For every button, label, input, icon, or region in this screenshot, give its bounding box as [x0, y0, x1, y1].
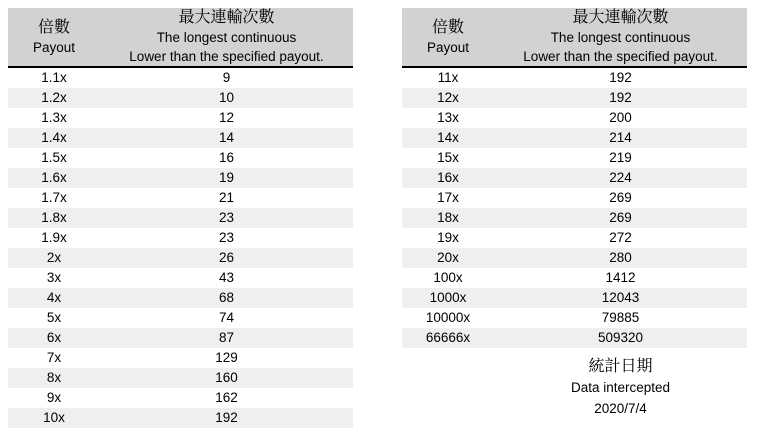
table-row [402, 88, 747, 108]
table-row [402, 208, 747, 228]
value-cell: 23 [218, 230, 235, 245]
table-row [8, 388, 353, 408]
value-cell: 162 [215, 390, 238, 405]
statistics-date-value: 2020/7/4 [594, 401, 647, 416]
table-row [8, 228, 353, 248]
value-cell: 192 [609, 70, 632, 85]
value-cell: 192 [609, 90, 632, 105]
value-cell: 214 [609, 130, 632, 145]
table-row [8, 348, 353, 368]
value-cell: 269 [609, 210, 632, 225]
payout-cell: 100x [433, 270, 463, 285]
payout-cell: 10x [43, 410, 65, 425]
value-cell: 26 [218, 250, 235, 265]
table-row [8, 248, 353, 268]
value-cell: 129 [215, 350, 238, 365]
table-row [402, 268, 747, 288]
payout-cell: 14x [437, 130, 459, 145]
table-row [402, 108, 747, 128]
payout-cell: 1.6x [41, 170, 67, 185]
payout-table-left [8, 8, 353, 428]
table-row [8, 368, 353, 388]
payout-cell: 18x [437, 210, 459, 225]
value-cell: 43 [218, 270, 235, 285]
payout-cell: 16x [437, 170, 459, 185]
payout-cell: 1000x [429, 290, 467, 305]
value-cell: 219 [609, 150, 632, 165]
table-row [8, 168, 353, 188]
table-header [8, 8, 353, 68]
value-cell: 192 [215, 410, 238, 425]
table-row [402, 148, 747, 168]
payout-cell: 20x [437, 250, 459, 265]
table-row [8, 108, 353, 128]
table-row [402, 288, 747, 308]
statistics-date-label-en: Data intercepted [570, 380, 671, 395]
table-row [8, 88, 353, 108]
payout-header-en: Payout [32, 39, 76, 55]
value-header-zh: 最大連輸次數 [178, 9, 275, 26]
payout-table-right [402, 8, 747, 348]
value-header-en-line1: The longest continuous [550, 30, 691, 45]
payout-cell: 1.1x [41, 70, 67, 85]
value-cell: 23 [218, 210, 235, 225]
payout-cell: 13x [437, 110, 459, 125]
table-row [402, 68, 747, 88]
table-row [402, 188, 747, 208]
payout-cell: 1.7x [41, 190, 67, 205]
table-row [8, 188, 353, 208]
payout-cell: 19x [437, 230, 459, 245]
table-row [402, 308, 747, 328]
value-cell: 9 [222, 70, 231, 85]
payout-cell: 9x [46, 390, 62, 405]
value-cell: 280 [609, 250, 632, 265]
payout-cell: 2x [46, 250, 62, 265]
value-cell: 19 [218, 170, 235, 185]
value-header-en-line2: Lower than the specified payout. [523, 49, 718, 64]
payout-cell: 6x [46, 330, 62, 345]
payout-cell: 1.4x [41, 130, 67, 145]
value-cell: 272 [609, 230, 632, 245]
table-row [8, 308, 353, 328]
payout-cell: 8x [46, 370, 62, 385]
value-cell: 269 [609, 190, 632, 205]
value-cell: 16 [218, 150, 235, 165]
table-row [402, 128, 747, 148]
payout-header-zh: 倍數 [431, 18, 464, 36]
table-row [402, 168, 747, 188]
table-row [8, 328, 353, 348]
payout-cell: 10000x [425, 310, 471, 325]
value-header-en-line2: Lower than the specified payout. [129, 49, 324, 64]
value-cell: 1412 [605, 270, 636, 285]
payout-cell: 17x [437, 190, 459, 205]
value-cell: 79885 [601, 310, 640, 325]
payout-cell: 3x [46, 270, 62, 285]
statistics-date-note [494, 356, 747, 419]
value-cell: 10 [218, 90, 235, 105]
payout-cell: 7x [46, 350, 62, 365]
table-row [402, 248, 747, 268]
payout-cell: 66666x [425, 330, 471, 345]
payout-header-en: Payout [426, 39, 470, 55]
value-cell: 509320 [597, 330, 644, 345]
payout-column-header [8, 8, 100, 66]
value-cell: 74 [218, 310, 235, 325]
value-column-header [100, 8, 353, 66]
value-cell: 14 [218, 130, 235, 145]
value-cell: 12043 [601, 290, 640, 305]
table-row [8, 268, 353, 288]
value-header-zh: 最大連輸次數 [572, 9, 669, 26]
table-row [8, 128, 353, 148]
payout-cell: 1.2x [41, 90, 67, 105]
table-row [8, 208, 353, 228]
value-cell: 21 [218, 190, 235, 205]
payout-column-header [402, 8, 494, 66]
payout-header-zh: 倍數 [37, 18, 70, 36]
payout-cell: 15x [437, 150, 459, 165]
value-cell: 87 [218, 330, 235, 345]
table-body [402, 68, 747, 348]
table-body [8, 68, 353, 428]
payout-cell: 5x [46, 310, 62, 325]
payout-cell: 1.9x [41, 230, 67, 245]
table-row [8, 148, 353, 168]
table-row [402, 328, 747, 348]
table-row [8, 288, 353, 308]
table-row [8, 68, 353, 88]
table-row [8, 408, 353, 428]
value-column-header [494, 8, 747, 66]
payout-cell: 1.8x [41, 210, 67, 225]
table-row [402, 228, 747, 248]
payout-cell: 11x [437, 70, 459, 85]
payout-cell: 12x [437, 90, 459, 105]
payout-cell: 1.3x [41, 110, 67, 125]
value-cell: 224 [609, 170, 632, 185]
value-cell: 160 [215, 370, 238, 385]
value-header-en-line1: The longest continuous [156, 30, 297, 45]
value-cell: 200 [609, 110, 632, 125]
table-header [402, 8, 747, 68]
statistics-date-label-zh: 統計日期 [588, 358, 653, 375]
value-cell: 12 [218, 110, 235, 125]
value-cell: 68 [218, 290, 235, 305]
payout-cell: 1.5x [41, 150, 67, 165]
payout-cell: 4x [46, 290, 62, 305]
